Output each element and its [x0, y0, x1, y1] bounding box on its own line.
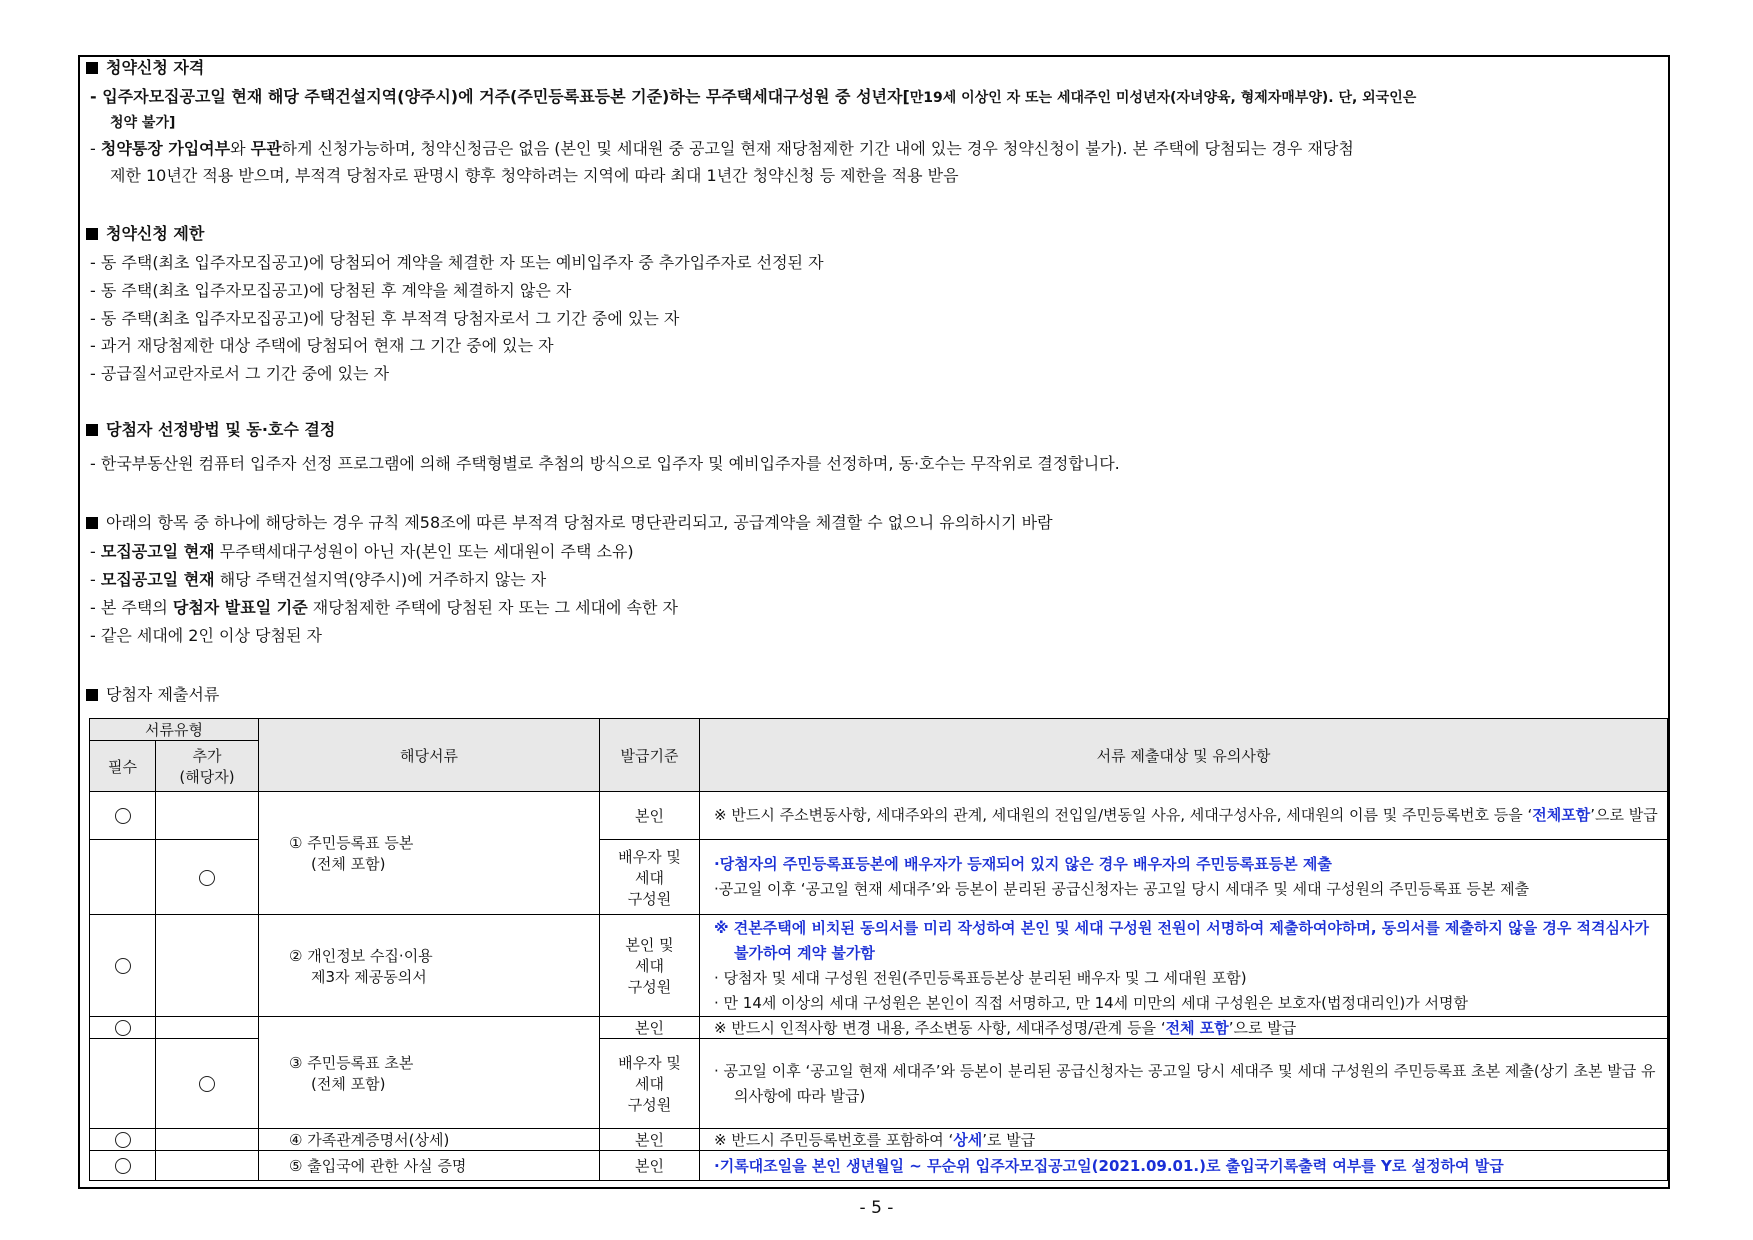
ineligible-item: - 같은 세대에 2인 이상 당첨된 자	[90, 626, 322, 645]
section-heading-qualification: 청약신청 자격	[86, 56, 204, 80]
circle-mark-icon	[115, 1020, 131, 1036]
document-name: ② 개인정보 수집·이용 제3자 제공동의서	[259, 915, 600, 1017]
restriction-item: - 과거 재당첨제한 대상 주택에 당첨되어 현재 그 기간 중에 있는 자	[90, 336, 554, 355]
table-row	[90, 1129, 1668, 1151]
square-bullet-icon	[86, 228, 98, 240]
required-cell	[90, 1039, 156, 1129]
document-name: ③ 주민등록표 초본 (전체 포함)	[259, 1017, 600, 1129]
additional-cell	[156, 792, 259, 840]
table-row	[90, 915, 1668, 1017]
additional-cell	[156, 1129, 259, 1151]
notes-cell: ※ 견본주택에 비치된 동의서를 미리 작성하여 본인 및 세대 구성원 전원이 서명하여 제출하여야하며, 동의서를 제출하지 않을 경우 적격심사가 불가하여 계약 불가함 · 당첨자 및 세대 구성원 전원(주민등록표등본상 분리된 배우자 및 그 세대원 포함) · 만 14세 이상의 세대 구성원은 본인이 직접 서명하고, 만 14세 미만의 세대 구성원은 보호자(법정대리인)가 서명함	[700, 915, 1668, 1017]
header-notes: 서류 제출대상 및 유의사항	[700, 719, 1668, 792]
document-name: ⑤ 출입국에 관한 사실 증명	[259, 1151, 600, 1181]
documents-table	[89, 718, 1668, 1181]
notes-cell: · 공고일 이후 ‘공고일 현재 세대주’와 등본이 분리된 공급신청자는 공고일 당시 세대주 및 세대 구성원의 주민등록표 초본 제출(상기 초본 발급 유의사항에 따라 발급)	[700, 1039, 1668, 1129]
document-name: ① 주민등록표 등본 (전체 포함)	[259, 792, 600, 915]
section-heading-documents: 당첨자 제출서류	[86, 683, 219, 707]
additional-cell	[156, 840, 259, 915]
table-row	[90, 1151, 1668, 1181]
qualification-line-cont: 청약 불가]	[110, 115, 176, 131]
ineligible-item: - 모집공고일 현재 해당 주택건설지역(양주시)에 거주하지 않는 자	[90, 570, 547, 589]
notes-cell: ※ 반드시 인적사항 변경 내용, 주소변동 사항, 세대주성명/관계 등을 ‘전체 포함’으로 발급	[700, 1017, 1668, 1039]
circle-mark-icon	[199, 870, 215, 886]
square-bullet-icon	[86, 689, 98, 701]
account-line-cont: 제한 10년간 적용 받으며, 부적격 당첨자로 판명시 향후 청약하려는 지역에 따라 최대 1년간 청약신청 등 제한을 적용 받음	[110, 166, 959, 185]
restriction-item: - 동 주택(최초 입주자모집공고)에 당첨된 후 부적격 당첨자로서 그 기간 중에 있는 자	[90, 309, 680, 328]
circle-mark-icon	[115, 1132, 131, 1148]
required-cell	[90, 1151, 156, 1181]
issue-basis: 본인	[600, 1129, 700, 1151]
table-row	[90, 792, 1668, 840]
issue-basis: 배우자 및 세대 구성원	[600, 1039, 700, 1129]
circle-mark-icon	[115, 1158, 131, 1174]
header-additional: 추가 (해당자)	[156, 741, 259, 792]
required-cell	[90, 915, 156, 1017]
circle-mark-icon	[115, 808, 131, 824]
additional-cell	[156, 1151, 259, 1181]
table-row	[90, 1017, 1668, 1039]
notes-cell: ※ 반드시 주소변동사항, 세대주와의 관계, 세대원의 전입일/변동일 사유, 세대구성사유, 세대원의 이름 및 주민등록번호 등을 ‘전체포함’으로 발급	[700, 792, 1668, 840]
notes-cell: ·기록대조일을 본인 생년월일 ~ 무순위 입주자모집공고일(2021.09.01.)로 출입국기록출력 여부를 Y로 설정하여 발급	[700, 1151, 1668, 1181]
restriction-item: - 동 주택(최초 입주자모집공고)에 당첨된 후 계약을 체결하지 않은 자	[90, 281, 572, 300]
ineligible-item: - 본 주택의 당첨자 발표일 기준 재당첨제한 주택에 당첨된 자 또는 그 세대에 속한 자	[90, 598, 679, 617]
notes-cell: ·당첨자의 주민등록표등본에 배우자가 등재되어 있지 않은 경우 배우자의 주민등록표등본 제출 ·공고일 이후 ‘공고일 현재 세대주’와 등본이 분리된 공급신청자는 공고일 당시 세대주 및 세대 구성원의 주민등록표 등본 제출	[700, 840, 1668, 915]
circle-mark-icon	[199, 1076, 215, 1092]
required-cell	[90, 1129, 156, 1151]
additional-cell	[156, 1039, 259, 1129]
restriction-item: - 공급질서교란자로서 그 기간 중에 있는 자	[90, 364, 390, 383]
page-number: - 5 -	[859, 1198, 894, 1218]
square-bullet-icon	[86, 517, 98, 529]
account-line: - 청약통장 가입여부와 무관하게 신청가능하며, 청약신청금은 없음 (본인 및 세대원 중 공고일 현재 재당첨제한 기간 내에 있는 경우 청약신청이 불가). 본 주택에 당첨되는 경우 재당첨	[90, 139, 1354, 158]
square-bullet-icon	[86, 62, 98, 74]
issue-basis: 본인	[600, 1151, 700, 1181]
issue-basis: 본인	[600, 1017, 700, 1039]
header-doc-type: 서류유형	[90, 719, 259, 741]
document-name: ④ 가족관계증명서(상세)	[259, 1129, 600, 1151]
section-heading-restriction: 청약신청 제한	[86, 222, 204, 246]
required-cell	[90, 840, 156, 915]
issue-basis: 배우자 및 세대 구성원	[600, 840, 700, 915]
required-cell	[90, 792, 156, 840]
section-heading-selection: 당첨자 선정방법 및 동·호수 결정	[86, 418, 335, 442]
selection-text: - 한국부동산원 컴퓨터 입주자 선정 프로그램에 의해 주택형별로 추첨의 방식으로 입주자 및 예비입주자를 선정하며, 동·호수는 무작위로 결정합니다.	[90, 454, 1120, 473]
header-document: 해당서류	[259, 719, 600, 792]
ineligible-item: - 모집공고일 현재 무주택세대구성원이 아닌 자(본인 또는 세대원이 주택 소유)	[90, 542, 634, 561]
header-required: 필수	[90, 741, 156, 792]
additional-cell	[156, 915, 259, 1017]
qualification-line: - 입주자모집공고일 현재 해당 주택건설지역(양주시)에 거주(주민등록표등본 기준)하는 무주택세대구성원 중 성년자[만19세 이상인 자 또는 세대주인 미성년자(자녀양육, 형제자매부양). 단, 외국인은	[90, 87, 1417, 106]
square-bullet-icon	[86, 424, 98, 436]
additional-cell	[156, 1017, 259, 1039]
notes-cell: ※ 반드시 주민등록번호를 포함하여 ‘상세’로 발급	[700, 1129, 1668, 1151]
circle-mark-icon	[115, 958, 131, 974]
header-issue-basis: 발급기준	[600, 719, 700, 792]
restriction-item: - 동 주택(최초 입주자모집공고)에 당첨되어 계약을 체결한 자 또는 예비입주자 중 추가입주자로 선정된 자	[90, 253, 824, 272]
section-heading-ineligible: 아래의 항목 중 하나에 해당하는 경우 규칙 제58조에 따른 부적격 당첨자로 명단관리되고, 공급계약을 체결할 수 없으니 유의하시기 바람	[86, 511, 1053, 535]
issue-basis: 본인 및 세대 구성원	[600, 915, 700, 1017]
required-cell	[90, 1017, 156, 1039]
issue-basis: 본인	[600, 792, 700, 840]
